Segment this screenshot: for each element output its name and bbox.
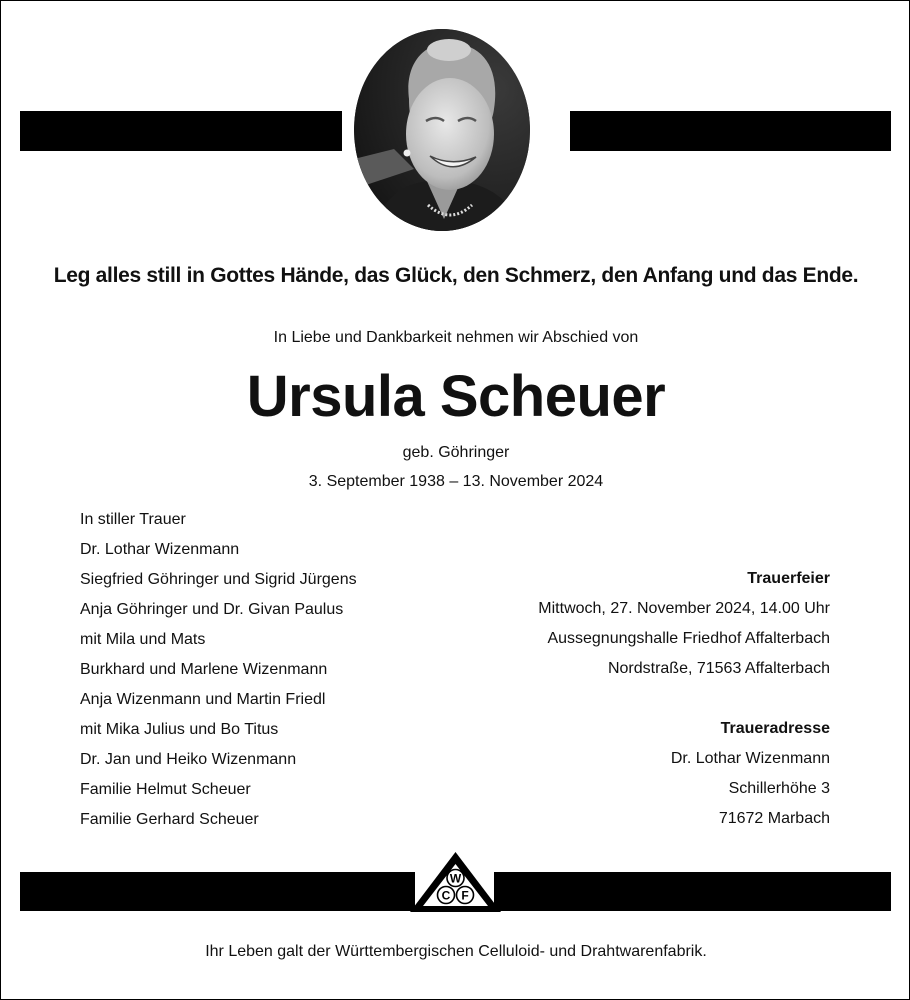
ceremony-date-time: Mittwoch, 27. November 2024, 14.00 Uhr (538, 600, 830, 617)
logo-letter-f: F (461, 888, 469, 903)
motto: Leg alles still in Gottes Hände, das Glück, den Schmerz, den Anfang und das Ende. (53, 264, 859, 287)
address-name: Dr. Lothar Wizenmann (670, 750, 830, 767)
list-item: Familie Gerhard Scheuer (80, 811, 259, 828)
list-item: Siegfried Göhringer und Sigrid Jürgens (80, 571, 357, 588)
address-city: 71672 Marbach (718, 810, 830, 827)
address-heading: Traueradresse (720, 720, 830, 737)
list-item: mit Mika Julius und Bo Titus (80, 721, 279, 738)
wcf-triangle-logo-icon (408, 850, 503, 914)
ceremony-venue: Aussegnungshalle Friedhof Affalterbach (547, 630, 830, 647)
list-item: Familie Helmut Scheuer (80, 781, 251, 798)
portrait-photo (354, 29, 530, 231)
footer-line: Ihr Leben galt der Württembergischen Celluloid- und Drahtwarenfabrik. (205, 943, 707, 960)
list-item: Dr. Lothar Wizenmann (80, 541, 240, 558)
intro-line: In Liebe und Dankbarkeit nehmen wir Abschied von (273, 329, 639, 346)
ceremony-heading: Trauerfeier (747, 570, 830, 587)
mourner-list (80, 509, 357, 839)
address-street: Schillerhöhe 3 (728, 780, 830, 797)
list-item: Anja Göhringer und Dr. Givan Paulus (80, 601, 344, 618)
list-item: mit Mila und Mats (80, 631, 206, 648)
deceased-name: Ursula Scheuer (246, 364, 666, 429)
logo-letter-w: W (449, 871, 462, 886)
mourning-bar-top-right (570, 111, 891, 151)
list-item: Dr. Jan und Heiko Wizenmann (80, 751, 297, 768)
ceremony-street: Nordstraße, 71563 Affalterbach (607, 660, 830, 677)
life-dates: 3. September 1938 – 13. November 2024 (308, 473, 604, 490)
list-item: Anja Wizenmann und Martin Friedl (80, 691, 326, 708)
mourning-bar-top-left (20, 111, 342, 151)
mourning-address-block (671, 718, 830, 838)
list-item: Burkhard und Marlene Wizenmann (80, 661, 328, 678)
mourning-bar-bottom-right (494, 872, 891, 911)
list-item: In stiller Trauer (80, 511, 186, 528)
logo-letter-c: C (441, 888, 451, 903)
ceremony-block (538, 568, 830, 688)
mourning-bar-bottom-left (20, 872, 415, 911)
maiden-name: geb. Göhringer (402, 444, 510, 461)
